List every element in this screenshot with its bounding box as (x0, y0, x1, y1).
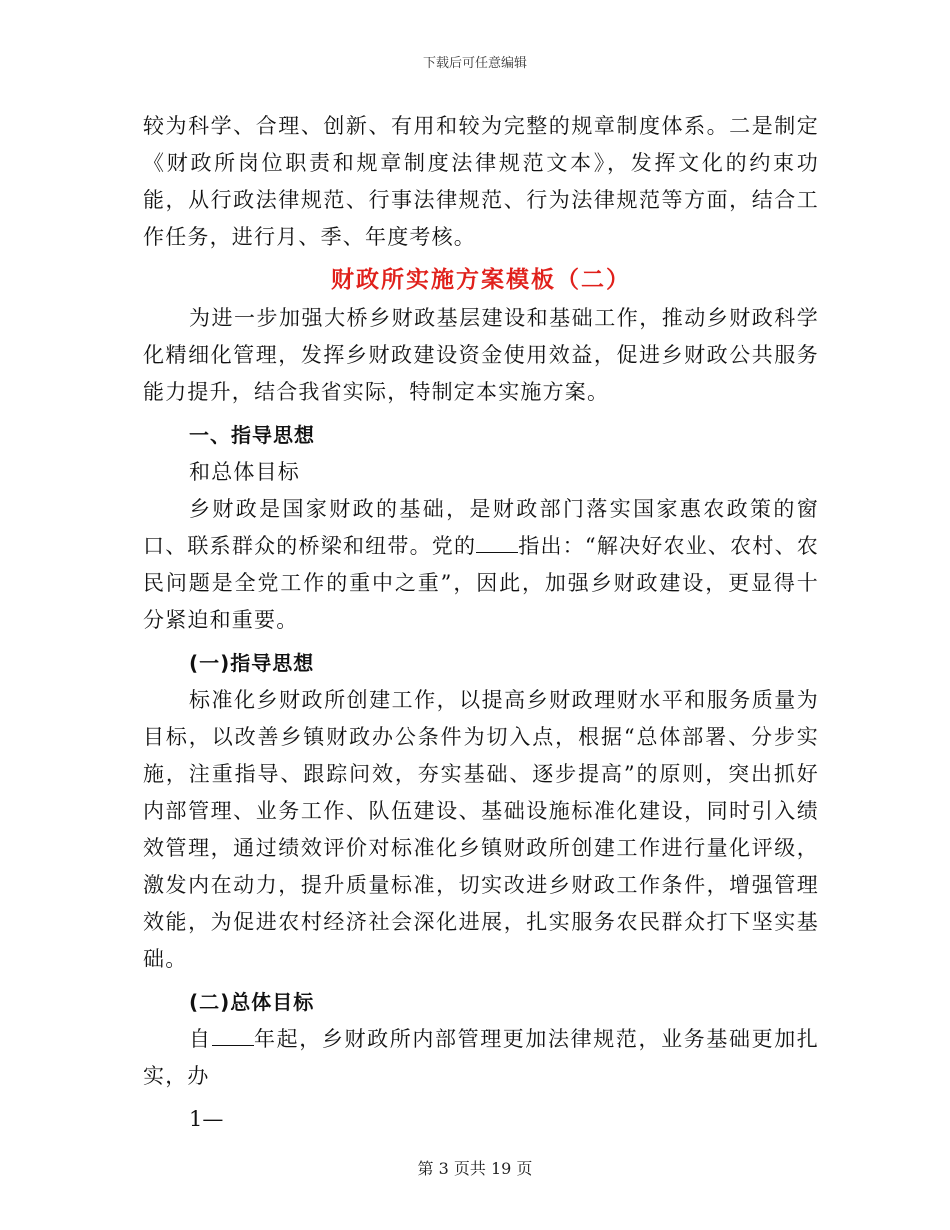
fill-blank (212, 1025, 254, 1046)
subsection-heading-goals: (二)总体目标 (189, 990, 315, 1014)
paragraph-background-part1: 乡财政是国家财政的基础，是财政部门落实国家惠农政策的窗口、联系群众的桥梁和纽带。党的 (143, 497, 819, 558)
paragraph-heading-continued: 和总体目标 (189, 460, 300, 484)
page-footer: 第 3 页共 19 页 (417, 1159, 533, 1178)
paragraph-background (143, 491, 819, 639)
paragraph-intro: 为进一步加强大桥乡财政基层建设和基础工作，推动乡财政科学化精细化管理，发挥乡财政建设资金使用效益，促进乡财政公共服务能力提升，结合我省实际，特制定本实施方案。 (143, 306, 819, 404)
subsection-heading-guiding: (一)指导思想 (189, 651, 315, 675)
section-heading-1: 一、指导思想 (189, 423, 315, 447)
document-title: 财政所实施方案模板（二） (331, 267, 631, 293)
fill-blank (476, 532, 518, 553)
paragraph-goals-part1: 自 (189, 1027, 212, 1051)
paragraph-continued: 较为科学、合理、创新、有用和较为完整的规章制度体系。二是制定《财政所岗位职责和规章制度法律规范文本》，发挥文化的约束功能，从行政法律规范、行事法律规范、行为法律规范等方面，结合工作任务，进行月、季、年度考核。 (143, 114, 819, 249)
paragraph-guiding: 标准化乡财政所创建工作，以提高乡财政理财水平和服务质量为目标，以改善乡镇财政办公条件为切入点，根据“总体部署、分步实施，注重指导、跟踪问效，夯实基础、逐步提高”的原则，突出抓好内部管理、业务工作、队伍建设、基础设施标准化建设，同时引入绩效管理，通过绩效评价对标准化乡镇财政所创建工作进行量化评级，激发内在动力，提升质量标准，切实改进乡财政工作条件，增强管理效能，为促进农村经济社会深化进展，扎实服务农民群众打下坚实基础。 (143, 688, 819, 971)
paragraph-background-part2: 指出：“解决好农业、农村、农民问题是全党工作的重中之重”，因此，加强乡财政建设，更显得十分紧迫和重要。 (143, 534, 819, 632)
paragraph-goals-part2: 年起，乡财政所内部管理更加法律规范，业务基础更加扎实，办 (143, 1027, 820, 1088)
document-body (143, 108, 819, 1138)
header-note: 下载后可任意编辑 (422, 56, 527, 71)
inline-page-mark: 1— (189, 1107, 224, 1131)
paragraph-goals (143, 1021, 819, 1095)
